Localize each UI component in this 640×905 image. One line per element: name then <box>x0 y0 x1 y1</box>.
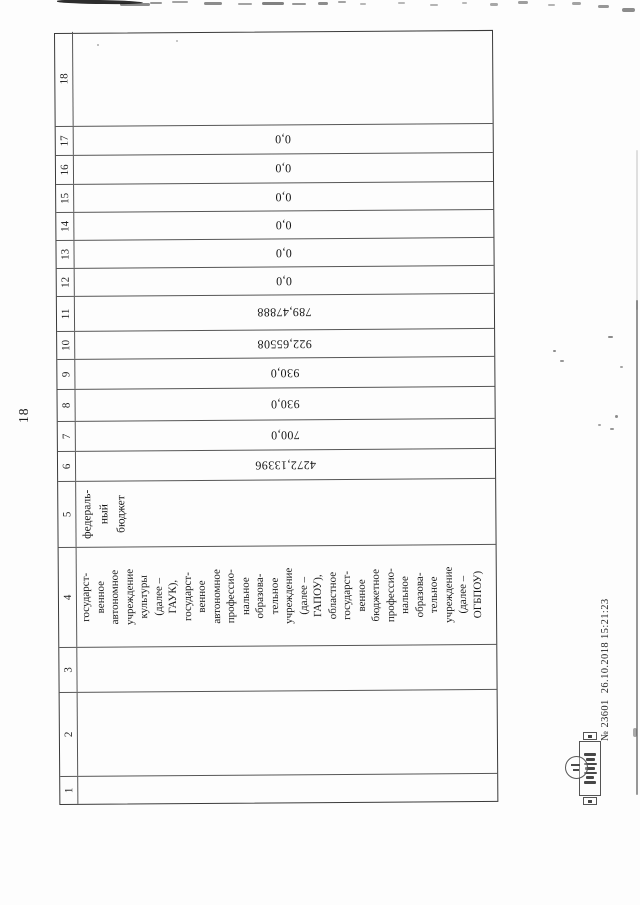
column-number: 2 <box>60 693 79 776</box>
cell-value: 789,47888 <box>257 305 312 321</box>
column-value-cell <box>78 774 497 804</box>
scan-artifact <box>636 150 638 310</box>
table-column-2 <box>60 689 498 776</box>
column-number: 4 <box>59 548 78 647</box>
column-value-cell <box>75 357 494 389</box>
column-value-cell <box>78 690 498 776</box>
logical-table <box>54 30 498 805</box>
column-number: 16 <box>56 156 74 184</box>
column-value-cell <box>75 266 494 296</box>
column-number: 12 <box>57 269 75 296</box>
cell-value: 0,0 <box>275 161 292 176</box>
column-value-cell <box>76 419 495 451</box>
column-value-cell <box>73 29 493 126</box>
column-number: 7 <box>58 422 76 451</box>
cell-value: 0,0 <box>275 132 292 147</box>
scan-artifact <box>518 1 528 4</box>
table-column-17 <box>56 123 493 155</box>
scan-artifact <box>636 300 638 795</box>
table-column-4 <box>59 544 497 647</box>
stamp-mark <box>586 758 595 761</box>
stamp-cap-bottom <box>583 797 597 805</box>
scan-artifact <box>490 3 498 6</box>
column-value-cell <box>77 645 496 692</box>
stamp-mark <box>586 776 594 779</box>
scan-artifact <box>560 360 564 362</box>
column-value-cell <box>74 124 493 155</box>
cell-text: государст- венное автономное учреждение культуры (далее – ГАУК), государст- венное автономное профессио- нальное образова- тельное учреждение (далее – ГАПОУ), областное государст- венное бюджетное профессио- нальное образова- тельное учреждение (далее – ОГБПОУ) <box>79 566 484 626</box>
scan-artifact <box>238 3 252 5</box>
table-column-6 <box>58 448 495 481</box>
table-column-18 <box>55 29 493 126</box>
scan-artifact <box>553 350 556 352</box>
column-value-cell <box>77 545 497 647</box>
scan-artifact <box>150 2 162 4</box>
scan-artifact <box>462 2 467 4</box>
column-number: 18 <box>55 32 74 126</box>
page-number: 18 <box>16 407 31 423</box>
scan-artifact <box>398 2 405 4</box>
column-value-cell <box>74 182 493 212</box>
column-number: 11 <box>57 297 75 331</box>
registration-number: № 23601 26.10.2018 15:21:23 <box>600 598 611 741</box>
scan-artifact <box>172 1 188 3</box>
scan-artifact <box>598 424 601 426</box>
scan-artifact <box>622 8 635 12</box>
scan-artifact <box>204 2 222 5</box>
table-column-13 <box>56 237 493 268</box>
scan-artifact <box>608 336 613 338</box>
column-number: 13 <box>56 241 74 268</box>
column-number: 5 <box>58 482 76 547</box>
scan-artifact <box>360 3 366 5</box>
table-column-16 <box>56 152 493 184</box>
stamp-mark <box>584 753 596 756</box>
column-value-cell <box>74 153 493 184</box>
scan-artifact <box>318 2 328 5</box>
cell-value: 0,0 <box>275 218 292 233</box>
cell-value: 930,0 <box>270 397 300 412</box>
table-column-5 <box>58 478 495 547</box>
cell-value: 922,65508 <box>257 337 313 352</box>
scan-artifact <box>633 728 637 737</box>
scan-artifact <box>292 3 306 5</box>
scan-artifact <box>430 4 438 6</box>
cell-value: 930,0 <box>270 366 300 381</box>
table-column-12 <box>57 265 494 296</box>
scan-artifact <box>548 4 555 6</box>
scan-artifact <box>610 428 614 430</box>
registration-stamp-icon <box>577 741 603 796</box>
column-number: 14 <box>56 213 74 240</box>
cell-text: федераль- ный бюджет <box>81 489 128 539</box>
cell-value: 4272,13396 <box>254 458 317 473</box>
column-number: 10 <box>57 332 75 359</box>
cell-value: 700,0 <box>270 428 300 443</box>
column-number: 3 <box>59 648 77 692</box>
table-column-11 <box>57 293 494 331</box>
column-number: 6 <box>58 452 76 481</box>
cell-value: 0,0 <box>275 190 292 205</box>
scan-artifact <box>262 2 284 5</box>
cell-value: 0,0 <box>275 246 293 261</box>
scan-artifact <box>620 366 623 368</box>
column-value-cell <box>74 210 493 240</box>
column-value-cell <box>76 449 495 481</box>
table-column-9 <box>57 356 494 389</box>
cell-value: 0,0 <box>276 274 293 289</box>
scan-artifact <box>338 1 346 3</box>
table-rotator <box>54 30 498 805</box>
stamp-mark <box>584 781 596 784</box>
column-value-cell <box>74 238 493 268</box>
scan-artifact <box>615 415 618 418</box>
column-number: 9 <box>57 360 75 389</box>
column-value-cell <box>75 387 494 421</box>
scan-artifact <box>120 3 150 6</box>
column-value-cell <box>75 329 494 359</box>
column-value-cell <box>75 294 494 331</box>
column-value-cell <box>76 479 495 547</box>
table-column-1 <box>60 773 497 804</box>
column-number: 17 <box>56 127 74 155</box>
table-column-14 <box>56 209 493 240</box>
table-column-8 <box>57 386 494 421</box>
scan-artifact <box>572 2 581 5</box>
column-number: 1 <box>60 777 78 804</box>
scan-artifact <box>598 5 609 8</box>
stamp-emblem-icon <box>565 756 588 779</box>
table-column-10 <box>57 328 494 359</box>
table-column-3 <box>59 644 496 692</box>
stamp-cap-top <box>583 732 597 740</box>
column-number: 15 <box>56 185 74 212</box>
table-column-15 <box>56 181 493 212</box>
table-column-7 <box>58 418 495 451</box>
column-number: 8 <box>57 390 75 421</box>
